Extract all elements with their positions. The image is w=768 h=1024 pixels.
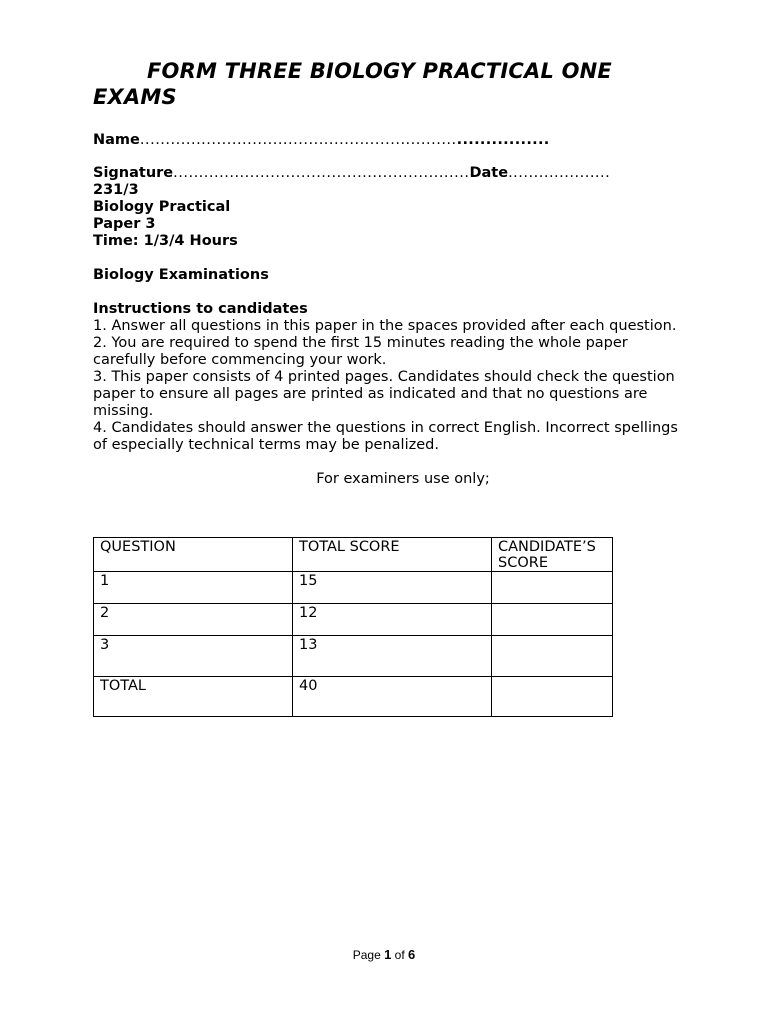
header-cell: QUESTION (94, 538, 293, 572)
page-content (93, 58, 693, 488)
instruction-item: 4. Candidates should answer the questions in correct English. Incorrect spellings of especially technical terms may be penalized. (93, 420, 678, 453)
candidate-score-cell[interactable] (492, 572, 613, 604)
question-cell: 1 (94, 572, 293, 604)
name-dots-bold: ................ (456, 132, 550, 148)
name-field (93, 132, 693, 149)
paper-number: Paper 3 (93, 216, 156, 232)
date-label: Date (469, 165, 509, 181)
total-score-cell: 15 (293, 572, 492, 604)
candidate-score-cell[interactable] (492, 636, 613, 677)
name-label: Name (93, 132, 140, 148)
signature-dots: .......................................................... (173, 165, 470, 181)
candidate-score-cell[interactable] (492, 677, 613, 717)
page-footer (0, 947, 768, 963)
name-dots: .............................................................. (139, 132, 457, 148)
total-score-cell: 12 (293, 604, 492, 636)
total-score-cell: 40 (293, 677, 492, 717)
paper-subject: Biology Practical (93, 199, 231, 215)
question-cell: TOTAL (94, 677, 293, 717)
paper-code: 231/3 (93, 182, 139, 198)
signature-field (93, 165, 693, 182)
question-cell: 3 (94, 636, 293, 677)
instruction-item: 2. You are required to spend the first 15 minutes reading the whole paper carefully before commencing your work. (93, 335, 628, 368)
date-dots: .................... (508, 165, 611, 181)
table-row (94, 572, 613, 604)
table-total-row (94, 677, 613, 717)
page-word: Page (352, 948, 381, 962)
header-cell: CANDIDATE’S SCORE (492, 538, 613, 572)
instruction-item: 1. Answer all questions in this paper in the spaces provided after each question. (93, 318, 677, 334)
total-score-cell: 13 (293, 636, 492, 677)
table-row (94, 604, 613, 636)
table-header-row (94, 538, 613, 572)
paper-time: Time: 1/3/4 Hours (93, 233, 238, 249)
examiners-note: For examiners use only; (316, 471, 490, 487)
header-cell: TOTAL SCORE (293, 538, 492, 572)
instructions-list (93, 318, 693, 454)
instructions-heading: Instructions to candidates (93, 301, 308, 317)
current-page-number: 1 (384, 947, 392, 962)
score-table (93, 537, 613, 717)
exam-body: Biology Examinations (93, 267, 269, 283)
instruction-item: 3. This paper consists of 4 printed pages. Candidates should check the question paper to ensure all pages are printed as indicated and that no questions are missing. (93, 369, 675, 419)
signature-label: Signature (93, 165, 174, 181)
of-word: of (394, 948, 405, 962)
table-row (94, 636, 613, 677)
document-title: FORM THREE BIOLOGY PRACTICAL ONE EXAMS (93, 59, 612, 109)
total-pages-number: 6 (408, 947, 416, 962)
candidate-score-cell[interactable] (492, 604, 613, 636)
question-cell: 2 (94, 604, 293, 636)
